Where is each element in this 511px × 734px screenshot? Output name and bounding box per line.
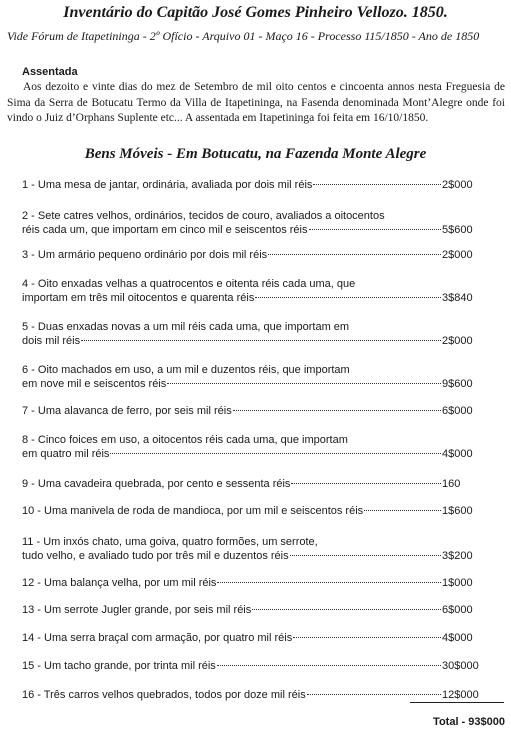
inventory-item-value: 2$000: [442, 179, 473, 191]
inventory-item: [22, 535, 504, 563]
inventory-item-value: 6$000: [442, 405, 473, 417]
inventory-item-description: em nove mil e seiscentos réis: [22, 378, 167, 390]
inventory-item: [22, 404, 504, 418]
inventory-item-line: [22, 291, 504, 305]
section-title: Bens Móveis - Em Botucatu, na Fazenda Monte Alegre: [84, 146, 427, 162]
dot-leader: [255, 296, 441, 298]
inventory-item: [22, 209, 504, 237]
dot-leader: [81, 339, 441, 341]
inventory-item-value: 12$000: [442, 689, 479, 701]
dot-leader: [290, 554, 441, 556]
inventory-item-description: réis cada um, que importam em cinco mil e seiscentos réis: [22, 224, 308, 236]
inventory-item-line: [22, 223, 504, 237]
dot-leader: [313, 183, 441, 185]
dot-leader: [293, 636, 441, 638]
inventory-item: [22, 603, 504, 617]
inventory-item: [22, 631, 504, 645]
inventory-item: [22, 178, 504, 192]
inventory-item-description-line: 8 - Cinco foices em uso, a oitocentos réis cada uma, que importam: [22, 434, 348, 446]
total-value: Total - 93$000: [433, 716, 505, 728]
inventory-item-description: 7 - Uma alavanca de ferro, por seis mil réis: [22, 405, 232, 417]
inventory-item-description-line: 2 - Sete catres velhos, ordinários, tecidos de couro, avaliados a oitocentos: [22, 210, 385, 222]
inventory-item-line: [22, 631, 504, 645]
inventory-item-line: [22, 377, 504, 391]
assentada-heading: Assentada: [22, 66, 78, 78]
dot-leader: [364, 509, 441, 511]
inventory-item-description: 10 - Uma manivela de roda de mandioca, por um mil e seiscentos réis: [22, 505, 364, 517]
inventory-item-value: 30$000: [442, 660, 479, 672]
total-rule: [410, 702, 504, 703]
inventory-item-line: [22, 404, 504, 418]
inventory-item-value: 1$000: [442, 577, 473, 589]
inventory-item-value: 5$600: [442, 224, 473, 236]
archive-reference: Vide Fórum de Itapetininga - 2º Ofício - Arquivo 01 - Maço 16 - Processo 115/1850 - Ano de 1850: [7, 29, 480, 43]
inventory-item-description: 3 - Um armário pequeno ordinário por dois mil réis: [22, 249, 268, 261]
dot-leader: [307, 693, 441, 695]
inventory-item-description: 16 - Três carros velhos quebrados, todos por doze mil réis: [22, 689, 306, 701]
inventory-item: [22, 504, 504, 518]
inventory-item-description-line: 6 - Oito machados em uso, a um mil e duzentos réis, que importam: [22, 364, 350, 376]
dot-leader: [110, 452, 441, 454]
inventory-item-description: importam em três mil oitocentos e quarenta réis: [22, 292, 255, 304]
assentada-paragraph: Aos dezoito e vinte dias do mez de Setembro de mil oito centos e cincoenta annos nesta Freguesia de Sima da Serra de Botucatu Termo da Villa de Itapetininga, na Fasenda denominada Mont’Alegre onde foi vindo o Juiz d’Orphans Suplente etc... A assentada em Itapetininga foi feita em 16/10/1850.: [7, 81, 505, 124]
inventory-item-value: 4$000: [442, 448, 473, 460]
inventory-item-description: 9 - Uma cavadeira quebrada, por cento e sessenta réis: [22, 478, 291, 490]
dot-leader: [233, 409, 441, 411]
inventory-item-value: 160: [442, 478, 461, 490]
dot-leader: [252, 608, 441, 610]
inventory-item-description: 1 - Uma mesa de jantar, ordinária, avaliada por dois mil réis: [22, 179, 313, 191]
inventory-item-description-line: 5 - Duas enxadas novas a um mil réis cada uma, que importam em: [22, 321, 350, 333]
inventory-item-line: [22, 178, 504, 192]
inventory-item-line: [22, 248, 504, 262]
dot-leader: [309, 228, 442, 230]
inventory-item: [22, 576, 504, 590]
inventory-item-line: [22, 504, 504, 518]
inventory-item-description: tudo velho, e avaliado tudo por três mil e duzentos réis: [22, 550, 289, 562]
inventory-item-description: 12 - Uma balança velha, por um mil réis: [22, 577, 217, 589]
inventory-item-description-line: 11 - Um inxós chato, uma goiva, quatro formões, um serrote,: [22, 536, 318, 548]
inventory-item-description: 15 - Um tacho grande, por trinta mil réis: [22, 660, 216, 672]
inventory-item: [22, 433, 504, 461]
inventory-item-line: [22, 334, 504, 348]
inventory-item-value: 9$600: [442, 378, 473, 390]
inventory-item-description: 14 - Uma serra braçal com armação, por quatro mil réis: [22, 632, 293, 644]
inventory-item-value: 6$000: [442, 604, 473, 616]
inventory-item: [22, 277, 504, 305]
inventory-item-description: em quatro mil réis: [22, 448, 110, 460]
dot-leader: [268, 253, 441, 255]
inventory-item: [22, 363, 504, 391]
inventory-item-line: [22, 549, 504, 563]
inventory-item-value: 2$000: [442, 335, 473, 347]
inventory-item-line: [22, 688, 504, 702]
inventory-item-value: 2$000: [442, 249, 473, 261]
inventory-item-description: dois mil réis: [22, 335, 81, 347]
inventory-item: [22, 477, 504, 491]
inventory-item-line: [22, 603, 504, 617]
document-title: Inventário do Capitão José Gomes Pinheiro Vellozo. 1850.: [63, 4, 448, 21]
dot-leader: [217, 581, 441, 583]
inventory-item-description: 13 - Um serrote Jugler grande, por seis mil réis: [22, 604, 252, 616]
inventory-item-line: [22, 477, 504, 491]
inventory-item-value: 4$000: [442, 632, 473, 644]
inventory-item-line: [22, 576, 504, 590]
inventory-item: [22, 659, 504, 673]
inventory-item-line: [22, 447, 504, 461]
inventory-item: [22, 688, 504, 702]
inventory-item-value: 3$840: [442, 292, 473, 304]
dot-leader: [291, 482, 441, 484]
inventory-item-description-line: 4 - Oito enxadas velhas a quatrocentos e oitenta réis cada uma, que: [22, 278, 356, 290]
dot-leader: [217, 664, 441, 666]
inventory-item-value: 1$600: [442, 505, 473, 517]
inventory-item-line: [22, 659, 504, 673]
inventory-item: [22, 248, 504, 262]
inventory-item: [22, 320, 504, 348]
inventory-item-value: 3$200: [442, 550, 473, 562]
dot-leader: [167, 382, 441, 384]
